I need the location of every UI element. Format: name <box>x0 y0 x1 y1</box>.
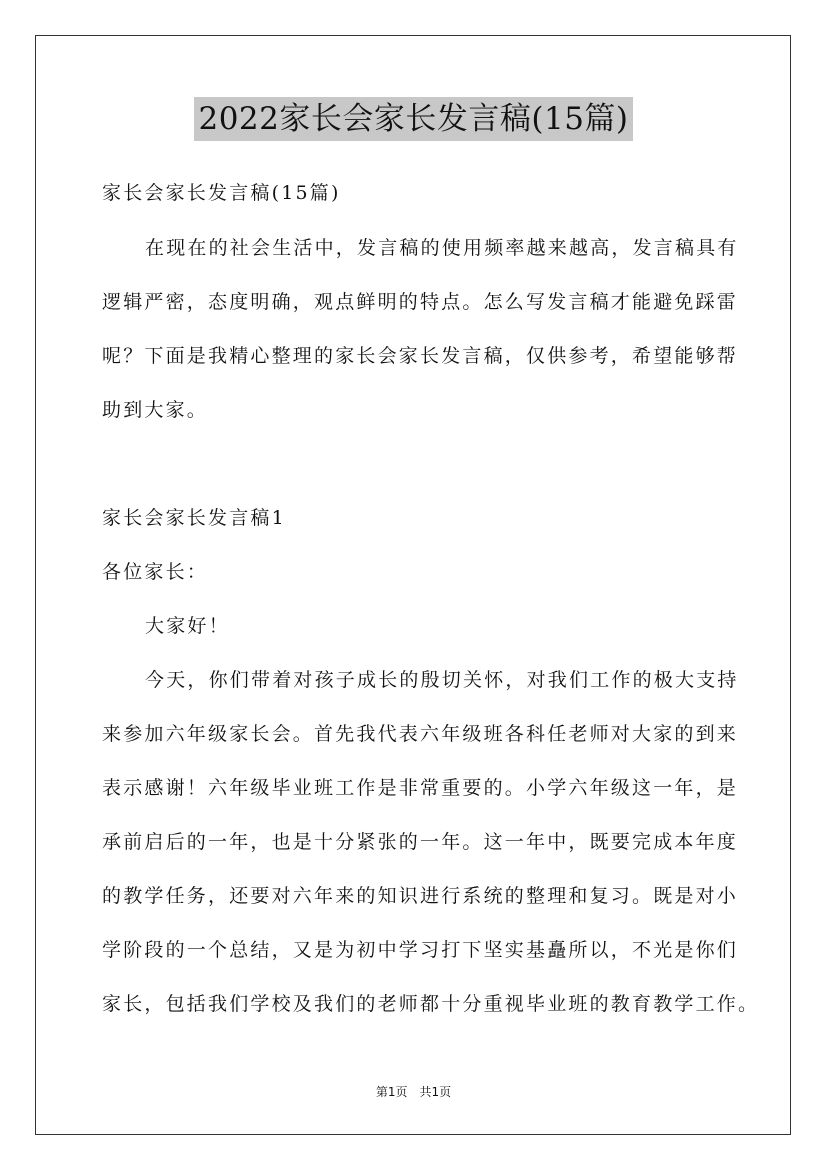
body-line: 表示感谢！六年级毕业班工作是非常重要的。小学六年级这一年，是 <box>102 777 739 799</box>
body-line: 的教学任务，还要对六年来的知识进行系统的整理和复习。既是对小 <box>102 885 739 907</box>
greeting: 大家好！ <box>145 615 230 637</box>
page-number: 第1页 共1页 <box>375 1085 452 1099</box>
document-title: 2022家长会家长发言稿(15篇) <box>194 97 632 141</box>
body-line: 承前启后的一年，也是十分紧张的一年。这一年中，既要完成本年度 <box>102 831 739 853</box>
body-line: 家长，包括我们学校及我们的老师都十分重视毕业班的教育教学工作。 <box>102 993 760 1015</box>
intro-line: 助到大家。 <box>102 399 209 421</box>
body-line: 今天，你们带着对孩子成长的殷切关怀，对我们工作的极大支持 <box>145 669 739 691</box>
subtitle: 家长会家长发言稿(15篇) <box>102 182 341 204</box>
intro-line: 在现在的社会生活中，发言稿的使用频率越来越高，发言稿具有 <box>145 237 739 259</box>
salutation: 各位家长： <box>102 561 209 583</box>
body-line: 学阶段的一个总结，又是为初中学习打下坚实基矗所以，不光是你们 <box>102 939 739 961</box>
intro-line: 呢？下面是我精心整理的家长会家长发言稿，仅供参考，希望能够帮 <box>102 345 739 367</box>
title-wrap <box>0 97 827 141</box>
body-line: 来参加六年级家长会。首先我代表六年级班各科任老师对大家的到来 <box>102 723 739 745</box>
intro-line: 逻辑严密，态度明确，观点鲜明的特点。怎么写发言稿才能避免踩雷 <box>102 291 739 313</box>
section-heading: 家长会家长发言稿1 <box>102 507 286 529</box>
